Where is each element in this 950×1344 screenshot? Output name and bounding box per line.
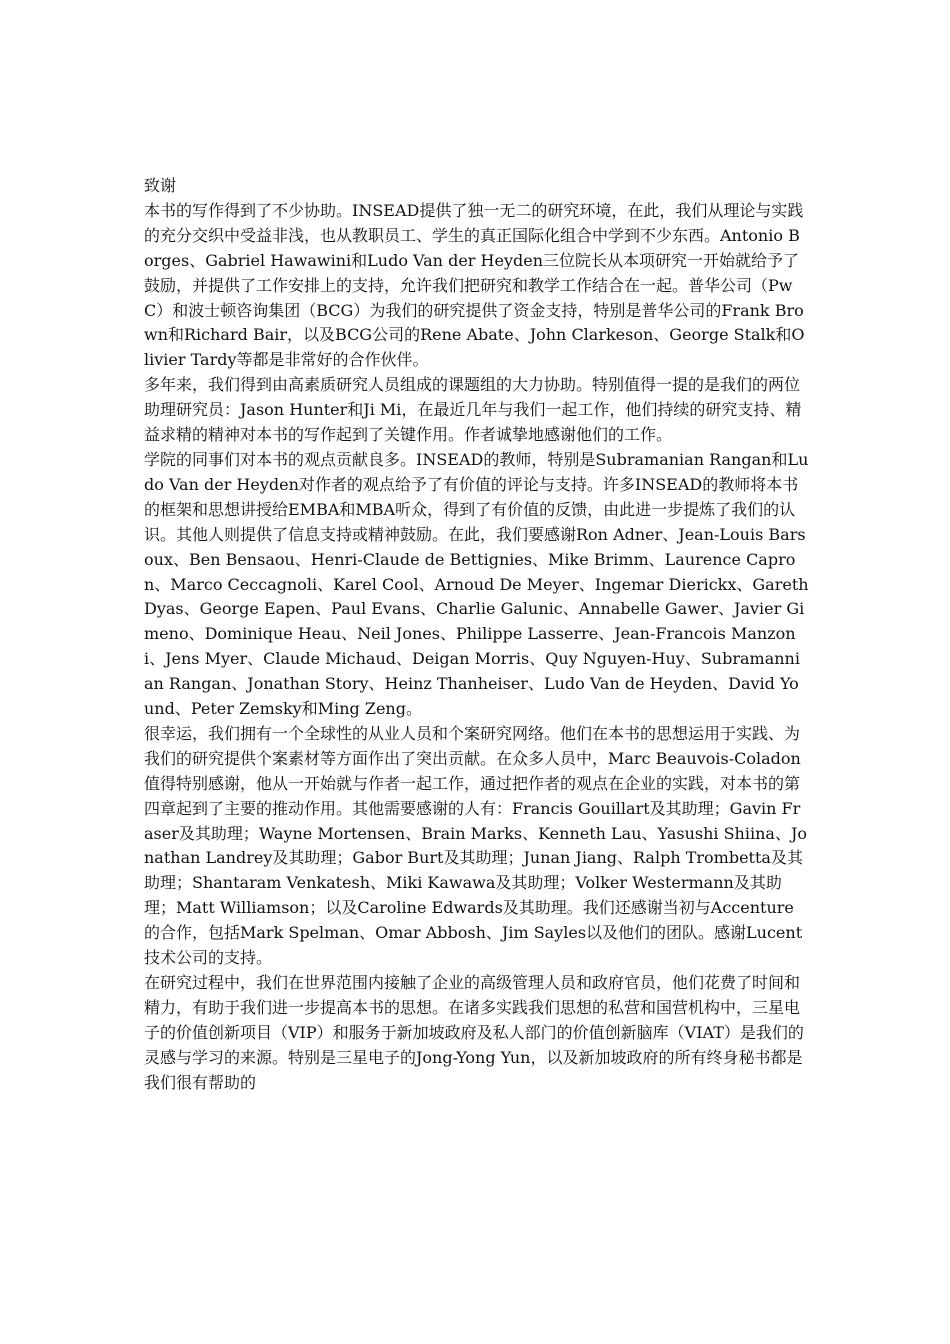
document-page [144, 174, 809, 1096]
paragraph-colleagues: 学院的同事们对本书的观点贡献良多。INSEAD的教师，特别是Subramanian Rangan和Ludo Van der Heyden对作者的观点给予了有价值的评论与支持。许多INSEAD的教师将本书的框架和思想讲授给EMBA和MBA听众，得到了有价值的反馈，由此进一步提炼了我们的认识。其他人则提供了信息支持或精神鼓励。在此，我们要感谢Ron Adner、Jean-Louis Barsoux、Ben Bensaou、Henri-Claude de Bettignies、Mike Brimm、Laurence Capron、Marco Ceccagnoli、Karel Cool、Arnoud De Meyer、Ingemar Dierickx、Gareth Dyas、George Eapen、Paul Evans、Charlie Galunic、Annabelle Gawer、Javier Gimeno、Dominique Heau、Neil Jones、Philippe Lasserre、Jean-Francois Manzoni、Jens Myer、Claude Michaud、Deigan Morris、Quy Nguyen-Huy、Subramannian Rangan、Jonathan Story、Heinz Thanheiser、Ludo Van de Heyden、David Yound、Peter Zemsky和Ming Zeng。 [144, 449, 809, 719]
document-title: 致谢 [144, 176, 177, 195]
paragraph-research-team: 多年来，我们得到由高素质研究人员组成的课题组的大力协助。特别值得一提的是我们的两位助理研究员：Jason Hunter和Ji Mi，在最近几年与我们一起工作，他们持续的研究支持、精益求精的精神对本书的写作起到了关键作用。作者诚挚地感谢他们的工作。 [144, 375, 802, 445]
paragraph-practitioners: 很幸运，我们拥有一个全球性的从业人员和个案研究网络。他们在本书的思想运用于实践、为我们的研究提供个案素材等方面作出了突出贡献。在众多人员中，Marc Beauvois-Coladon值得特别感谢，他从一开始就与作者一起工作，通过把作者的观点在企业的实践，对本书的第四章起到了主要的推动作用。其他需要感谢的人有：Francis Gouillart及其助理；Gavin Fraser及其助理；Wayne Mortensen、Brain Marks、Kenneth Lau、Yasushi Shiina、Jonathan Landrey及其助理；Gabor Burt及其助理；Junan Jiang、Ralph Trombetta及其助理；Shantaram Venkatesh、Miki Kawawa及其助理；Volker Westermann及其助理；Matt Williamson；以及Caroline Edwards及其助理。我们还感谢当初与Accenture的合作，包括Mark Spelman、Omar Abbosh、Jim Sayles以及他们的团队。感谢Lucent技术公司的支持。 [144, 723, 807, 968]
paragraph-executives: 在研究过程中，我们在世界范围内接触了企业的高级管理人员和政府官员，他们花费了时间和精力，有助于我们进一步提高本书的思想。在诸多实践我们思想的私营和国营机构中，三星电子的价值创新项目（VIP）和服务于新加坡政府及私人部门的价值创新脑库（VIAT）是我们的灵感与学习的来源。特别是三星电子的Jong-Yong Yun，以及新加坡政府的所有终身秘书都是我们很有帮助的 [144, 973, 804, 1092]
paragraph-funding: 本书的写作得到了不少协助。INSEAD提供了独一无二的研究环境，在此，我们从理论与实践的充分交织中受益非浅，也从教职员工、学生的真正国际化组合中学到不少东西。Antonio Borges、Gabriel Hawawini和Ludo Van der Heyden三位院长从本项研究一开始就给予了鼓励，并提供了工作安排上的支持，允许我们把研究和教学工作结合在一起。普华公司（PwC）和波士顿咨询集团（BCG）为我们的研究提供了资金支持，特别是普华公司的Frank Brown和Richard Bair，以及BCG公司的Rene Abate、John Clarkeson、George Stalk和Olivier Tardy等都是非常好的合作伙伴。 [144, 200, 805, 370]
